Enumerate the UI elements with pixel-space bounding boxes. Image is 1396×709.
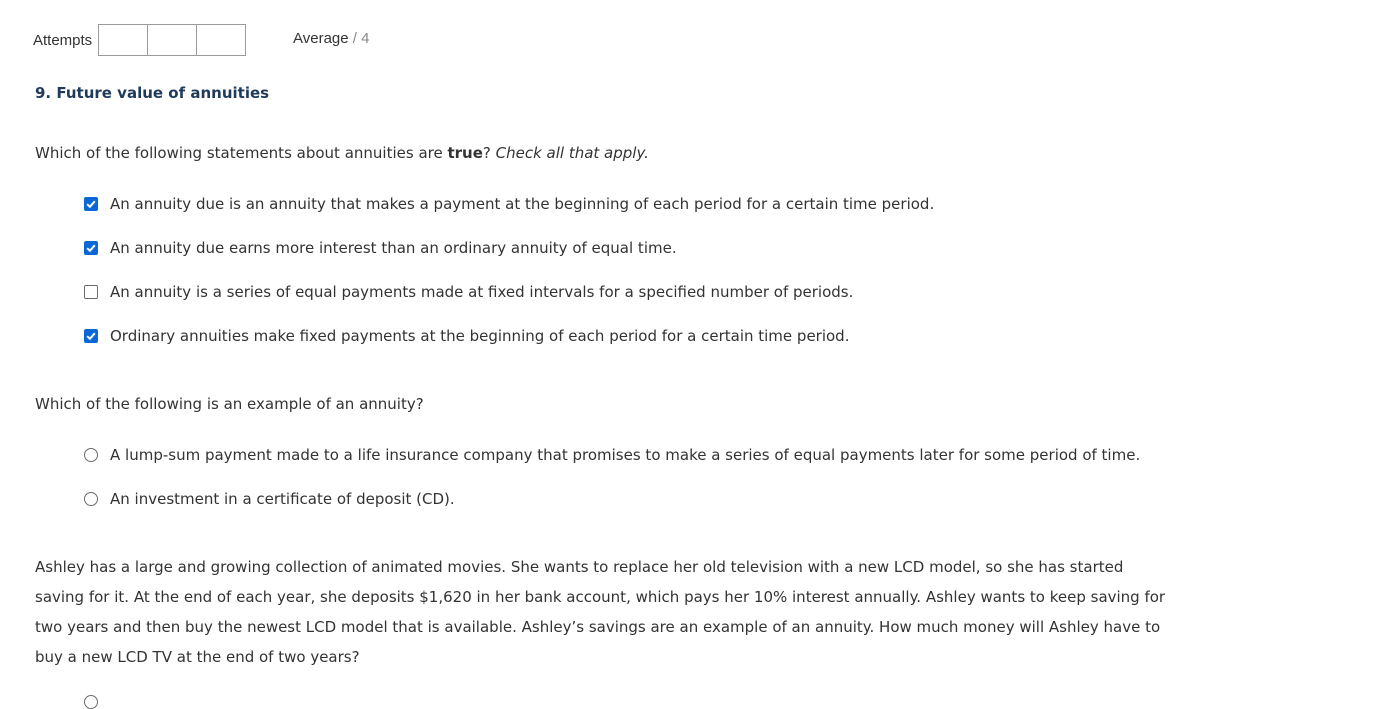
attempt-box — [98, 24, 148, 56]
part1-prompt-bold: true — [447, 144, 483, 162]
radio-button[interactable] — [84, 492, 98, 506]
radio-button[interactable] — [84, 695, 98, 709]
attempt-boxes — [98, 24, 246, 56]
attempts-tracker — [33, 24, 246, 56]
radio-option-label: A lump-sum payment made to a life insurance company that promises to make a series of equal payments later for some period of time. — [110, 446, 1141, 464]
checkbox-checked[interactable] — [84, 197, 98, 211]
part2-prompt: Which of the following is an example of an annuity? — [35, 395, 424, 413]
problem-line: buy a new LCD TV at the end of two years? — [35, 648, 360, 666]
checkbox-option-label: An annuity due is an annuity that makes a payment at the beginning of each period for a certain time period. — [110, 195, 935, 213]
radio-button[interactable] — [84, 448, 98, 462]
average-separator: / — [352, 30, 357, 47]
checkbox-checked[interactable] — [84, 241, 98, 255]
part3-problem-text — [35, 552, 1185, 672]
part1-prompt-mid: ? — [482, 144, 496, 162]
average-max: 4 — [361, 30, 370, 47]
average-label: Average — [293, 30, 349, 47]
attempt-box — [147, 24, 197, 56]
part1-prompt — [35, 144, 649, 162]
problem-line: saving for it. At the end of each year, she deposits $1,620 in her bank account, which pays her 10% interest annually. Ashley wants to keep saving for — [35, 588, 1166, 606]
problem-line: Ashley has a large and growing collection of animated movies. She wants to replace her old television with a new LCD model, so she has started — [35, 558, 1124, 576]
checkbox-option[interactable] — [84, 327, 849, 345]
checkbox-option-label: An annuity due earns more interest than an ordinary annuity of equal time. — [110, 239, 677, 257]
radio-option[interactable] — [84, 490, 455, 508]
part1-prompt-start: Which of the following statements about annuities are — [35, 144, 448, 162]
radio-option-label: An investment in a certificate of deposit (CD). — [110, 490, 455, 508]
checkbox-checked[interactable] — [84, 329, 98, 343]
checkbox-unchecked[interactable] — [84, 285, 98, 299]
checkbox-option[interactable] — [84, 239, 677, 257]
part1-prompt-italic: Check all that apply. — [495, 144, 649, 162]
checkbox-option-label: An annuity is a series of equal payments made at fixed intervals for a specified number of periods. — [110, 283, 854, 301]
attempt-box — [196, 24, 246, 56]
radio-option[interactable] — [84, 446, 1140, 464]
checkbox-option[interactable] — [84, 195, 934, 213]
checkbox-option-label: Ordinary annuities make fixed payments at the beginning of each period for a certain time period. — [110, 327, 850, 345]
checkbox-option[interactable] — [84, 283, 853, 301]
average-score — [293, 30, 369, 47]
question-title: 9. Future value of annuities — [35, 84, 270, 102]
problem-line: two years and then buy the newest LCD model that is available. Ashley’s savings are an example of an annuity. How much money will Ashley have to — [35, 618, 1161, 636]
attempts-label: Attempts — [33, 31, 93, 49]
